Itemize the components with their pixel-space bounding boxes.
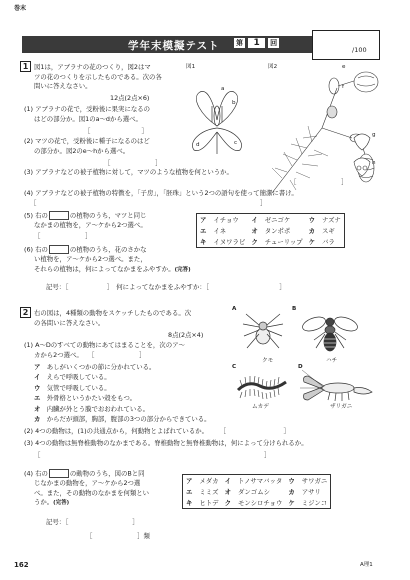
q2-choice-value: ミジンコ bbox=[301, 499, 328, 507]
q1-2-answer[interactable]: ［ ］ bbox=[104, 159, 162, 167]
fig2-label: 図2 bbox=[268, 64, 278, 70]
q2-4-line-5: うか。 bbox=[34, 498, 54, 507]
fig1-part-c: c bbox=[234, 140, 238, 146]
q2-intro-line-1: 右の図は，4種類の動物をスケッチしたものである。次 bbox=[34, 309, 192, 317]
q2-option-text: あしがいくつかの節に分かれている。 bbox=[46, 363, 156, 371]
q2-choice-value: モンシロチョウ bbox=[237, 499, 283, 507]
q2-option-key: カ bbox=[34, 414, 41, 423]
q2-2-answer[interactable]: ［ ］ bbox=[210, 427, 290, 435]
q1-choice-key: オ bbox=[251, 227, 258, 235]
q2-3-answer[interactable]: ［ ］ bbox=[34, 451, 271, 459]
q2-option-key: エ bbox=[34, 394, 41, 403]
footer-code: A理1 bbox=[360, 562, 373, 568]
page-number: 162 bbox=[14, 561, 29, 569]
q2-choice-key: イ bbox=[224, 477, 231, 485]
q1-3-line-1: アブラナなどの被子植物に対して，マツのような植物を何というか。 bbox=[35, 168, 233, 176]
q1-intro-line-1: 図1は，アブラナの花のつくり，図2はマ bbox=[34, 63, 151, 71]
q1-6-answer-row[interactable]: 記号：［ ］ 何によってなかまをふやすか：［ ］ bbox=[46, 283, 286, 291]
q2-item-4 bbox=[24, 469, 149, 508]
fig2-part-e: e bbox=[342, 64, 346, 70]
fig1-part-a: a bbox=[221, 86, 225, 92]
animal-a-letter: A bbox=[232, 306, 237, 312]
q1-item-5 bbox=[24, 211, 147, 231]
q2-4-rui-row[interactable]: ［ ］類 bbox=[86, 532, 150, 540]
q1-choice-value: ナズナ bbox=[322, 216, 341, 224]
q1-item-3 bbox=[24, 168, 233, 178]
q1-item-1 bbox=[24, 105, 150, 124]
q2-choice-key: エ bbox=[186, 488, 193, 496]
animal-a-name: クモ bbox=[262, 358, 274, 364]
q1-5-line-1: 右の bbox=[35, 211, 48, 220]
q1-item-4 bbox=[24, 189, 298, 199]
corner-label: 巻末 bbox=[14, 5, 27, 12]
q2-choice-value: ミミズ bbox=[199, 488, 219, 496]
q2-choice-value: ダンゴムシ bbox=[237, 488, 270, 496]
q2-choice-key: ク bbox=[224, 499, 231, 507]
fig1-part-d: d bbox=[196, 142, 200, 148]
q2-choice-key: ウ bbox=[288, 477, 295, 485]
q1-choice-value: バラ bbox=[322, 238, 335, 246]
q1-choice-key: イ bbox=[251, 216, 258, 224]
q1-1-line-1: アブラナの花で，受粉後に果実になるの bbox=[35, 105, 151, 113]
q1-choice-key: キ bbox=[200, 238, 207, 246]
q1-choice-value: チューリップ bbox=[264, 238, 303, 246]
q2-4-line-1: 右の bbox=[35, 469, 48, 478]
q1-choice-value: ゼニゴケ bbox=[264, 216, 291, 224]
q1-choice-key: カ bbox=[308, 227, 316, 235]
q1-choice-value: タンポポ bbox=[264, 227, 291, 235]
q1-2-line-1: マツの花で，受粉後に種子になるのはど bbox=[35, 137, 150, 145]
q1-4-answer[interactable]: ［ ］ bbox=[30, 199, 267, 207]
q1-6-num: (6) bbox=[24, 245, 34, 254]
q2-2-num: (2) bbox=[24, 427, 34, 435]
q2-4-line-3: じなかまの動物を，ア～ケから2つ選 bbox=[34, 479, 141, 488]
q2-4-line-4: べ。また，その動物のなかまを何類とい bbox=[34, 488, 150, 497]
fig2-part-f: f bbox=[342, 84, 344, 90]
q2-choice-value: サワガニ bbox=[301, 477, 328, 485]
animal-b-letter: B bbox=[292, 306, 297, 312]
q2-4-record-row[interactable]: 記号：［ ］ bbox=[46, 518, 139, 526]
q1-5-box-ref bbox=[49, 211, 69, 220]
q1-choice-value: イチョウ bbox=[213, 216, 239, 224]
badge-post: 回 bbox=[270, 39, 278, 47]
q2-options bbox=[34, 362, 211, 424]
q2-option-key: ア bbox=[34, 363, 41, 371]
q1-6-tail: 何によってなかまをふやすか： bbox=[116, 283, 206, 291]
q1-choice-value: イヌワラビ bbox=[213, 238, 246, 246]
q1-5-line-3: なかまの植物を，ア～ケから2つ選べ。 bbox=[34, 221, 147, 230]
rapeseed-flower-figure bbox=[182, 86, 252, 156]
centipede-figure bbox=[232, 372, 292, 400]
q1-4-line-1: アブラナなどの被子植物の特徴を，「子房」，「胚珠」という2つの語句を使って簡潔に書け。 bbox=[35, 189, 298, 197]
q2-intro bbox=[20, 307, 191, 328]
q2-choices-box bbox=[182, 474, 331, 509]
q2-4-extra: (完答) bbox=[53, 500, 70, 507]
q1-5-num: (5) bbox=[24, 211, 34, 220]
q1-points: 12点(2点×6) bbox=[110, 94, 150, 102]
q1-6-line-4: それらの植物は，何によってなかまをふやすか。 bbox=[34, 264, 175, 273]
q2-option-text: からだが頭部，胸部，腹部の3つの部分からできている。 bbox=[46, 414, 211, 423]
q1-6-line-1: 右の bbox=[35, 245, 48, 254]
q2-4-record-label: 記号： bbox=[46, 518, 66, 526]
q2-4-box-ref bbox=[49, 469, 69, 478]
q2-option-text: 内臓が外とう膜でおおわれている。 bbox=[46, 404, 150, 413]
q2-3-text: 4つの動物は無脊椎動物のなかまである。脊椎動物と無脊椎動物は，何によって分けられるか。 bbox=[35, 439, 308, 447]
q1-6-line-3: い植物を，ア～ケから2つ選べ。また， bbox=[34, 255, 147, 264]
q1-2-num: (2) bbox=[24, 137, 34, 145]
q1-intro-line-2: ツの花のつくりを示したものである。次の各 bbox=[34, 72, 162, 81]
q1-choice-value: イネ bbox=[213, 227, 227, 235]
animal-d-letter: D bbox=[298, 364, 303, 370]
q2-choice-key: キ bbox=[186, 499, 193, 507]
crayfish-figure bbox=[300, 368, 378, 404]
spider-figure bbox=[240, 310, 286, 356]
q1-item-6 bbox=[24, 245, 191, 274]
score-box[interactable] bbox=[312, 30, 380, 60]
animal-c-letter: C bbox=[232, 364, 237, 370]
q2-4-line-2: の動物のうち，図のBと同 bbox=[69, 469, 145, 478]
q1-2-line-2: の部分か。図2のe～hから選べ。 bbox=[34, 146, 130, 155]
q1-4-num: (4) bbox=[24, 189, 34, 197]
q1-intro-line-3: 問いに答えなさい。 bbox=[34, 82, 92, 91]
q2-2-text: 4つの動物は，(1)の共通点から，何動物とよばれているか。 bbox=[35, 427, 208, 435]
q1-intro bbox=[20, 61, 162, 92]
q2-choice-key: ア bbox=[186, 477, 193, 485]
round-badge bbox=[234, 38, 279, 51]
q2-1-line-1: A～Dのすべての動物にあてはまることを，次のア～ bbox=[35, 341, 185, 349]
q2-intro-line-2: の各問いに答えなさい。 bbox=[34, 318, 105, 327]
q2-item-3 bbox=[24, 439, 308, 449]
q1-number: 1 bbox=[20, 61, 31, 72]
q1-1-answer[interactable]: ［ ］ bbox=[84, 127, 148, 135]
q1-choices-box bbox=[196, 213, 345, 248]
q2-1-answer[interactable]: ［ ］ bbox=[84, 350, 146, 359]
fig1-part-b: b bbox=[232, 100, 236, 106]
animal-c-name: ムカデ bbox=[252, 404, 269, 410]
q2-item-2 bbox=[24, 427, 290, 437]
q2-4-rui-label: 類 bbox=[143, 532, 150, 540]
q2-choice-key: ケ bbox=[288, 499, 295, 507]
fig1-label: 図1 bbox=[186, 64, 196, 70]
q2-option-key: ウ bbox=[34, 383, 41, 392]
bee-figure bbox=[300, 310, 360, 356]
q2-choice-value: トノサマバッタ bbox=[237, 477, 283, 485]
score-total: /100 bbox=[352, 46, 367, 54]
animal-b-name: ハチ bbox=[326, 358, 338, 364]
q1-choice-key: ク bbox=[251, 238, 258, 246]
animal-d-name: ザリガニ bbox=[330, 404, 353, 410]
badge-pre: 第 bbox=[236, 39, 243, 47]
q2-1-line-2: カから2つ選べ。 bbox=[34, 350, 83, 359]
q1-1-num: (1) bbox=[24, 105, 34, 113]
q2-1-num: (1) bbox=[24, 341, 34, 349]
q1-3-num: (3) bbox=[24, 168, 34, 176]
page-title: 学年末模擬テスト bbox=[128, 40, 220, 52]
q1-6-extra: (完答) bbox=[174, 266, 191, 273]
q2-choice-key: カ bbox=[288, 488, 295, 496]
q1-choice-key: エ bbox=[200, 227, 207, 235]
q1-5-answer[interactable]: ［ ］ bbox=[34, 232, 92, 240]
q1-choice-key: ウ bbox=[308, 216, 316, 224]
q1-choice-value: スギ bbox=[322, 227, 335, 235]
q1-6-line-2: の植物のうち，花のさかな bbox=[69, 245, 147, 254]
badge-num: 1 bbox=[248, 38, 264, 48]
q2-option-text: 外骨格というかたい殻をもつ。 bbox=[46, 394, 136, 403]
q1-choice-key: ケ bbox=[308, 238, 316, 246]
q2-item-1 bbox=[24, 341, 185, 360]
q2-4-num: (4) bbox=[24, 469, 34, 478]
q2-option-text: えらで呼吸している。 bbox=[46, 373, 111, 382]
q2-choice-key: オ bbox=[224, 488, 231, 496]
q2-choice-value: アサリ bbox=[301, 488, 321, 496]
q2-points: 8点(2点×4) bbox=[168, 331, 204, 339]
q2-number: 2 bbox=[20, 307, 31, 318]
q1-choice-key: ア bbox=[200, 216, 207, 224]
q2-option-key: オ bbox=[34, 404, 41, 413]
q2-choice-value: メダカ bbox=[199, 477, 219, 485]
q1-3-answer[interactable]: ［ ］ bbox=[290, 178, 348, 186]
q2-choice-value: ヒトデ bbox=[199, 499, 219, 507]
fig2-part-g: g bbox=[372, 132, 376, 138]
q1-1-line-2: はどの部分か。図1のa～dから選べ。 bbox=[34, 114, 142, 123]
q1-6-box-ref bbox=[49, 245, 69, 254]
q1-6-record-label: 記号： bbox=[46, 283, 66, 291]
fig2-part-h: h bbox=[372, 160, 376, 166]
q2-option-key: イ bbox=[34, 373, 41, 382]
q2-3-num: (3) bbox=[24, 439, 34, 447]
pine-scale-figure bbox=[352, 130, 372, 178]
q1-item-2 bbox=[24, 137, 150, 156]
q2-option-text: 気管で呼吸している。 bbox=[46, 383, 111, 392]
q1-5-line-2: の植物のうち，マツと同じ bbox=[69, 211, 147, 220]
